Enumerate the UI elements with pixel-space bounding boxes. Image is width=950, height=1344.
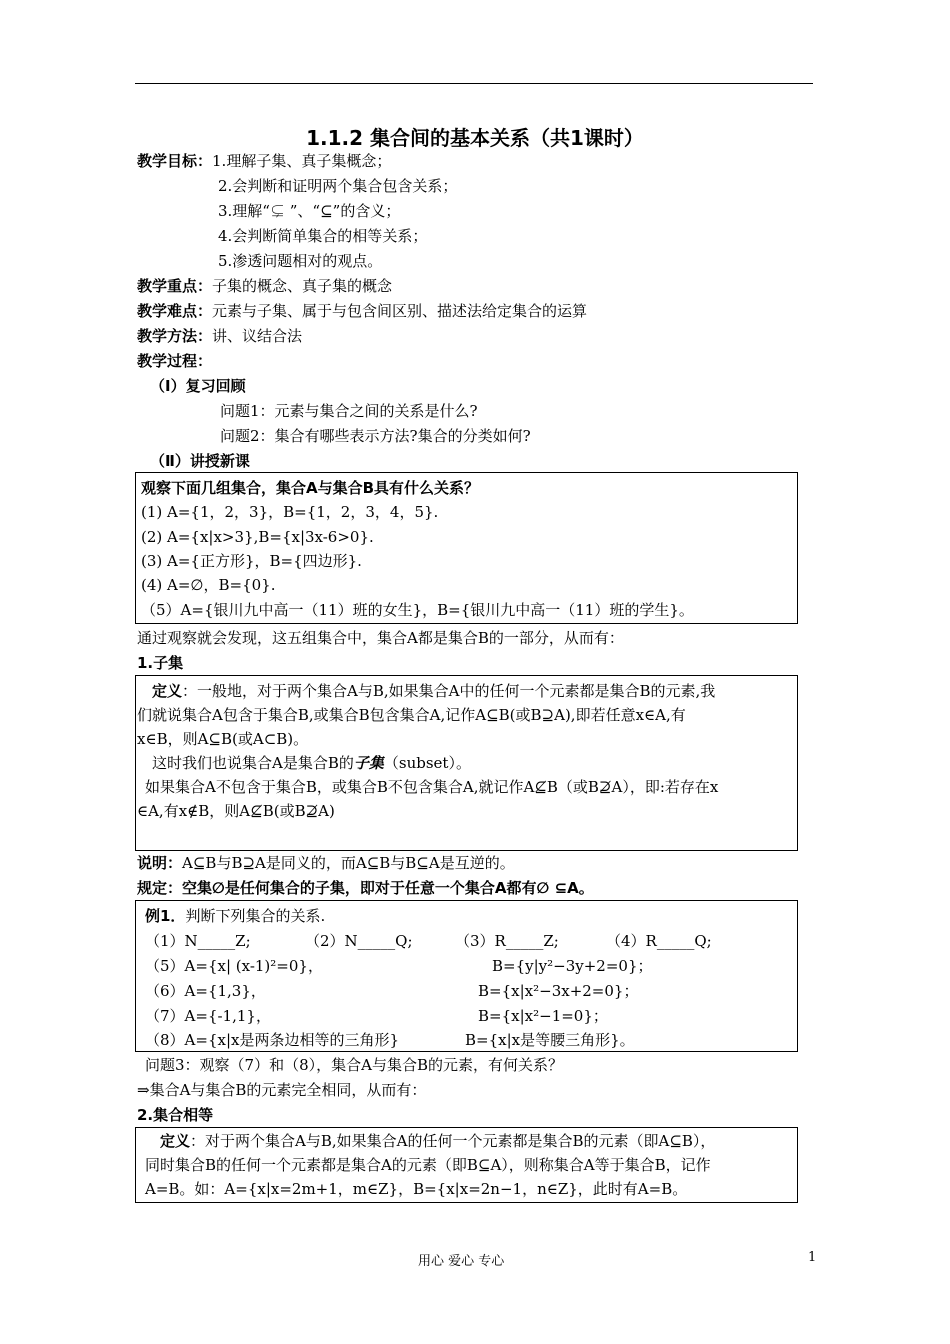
example-item-b: B={x|x是等腰三角形}。 bbox=[465, 1031, 635, 1049]
focus-text: 子集的概念、真子集的概念 bbox=[212, 277, 393, 295]
equal-def-label: 定义 bbox=[160, 1132, 191, 1150]
equal-def-line bbox=[160, 1131, 715, 1151]
equal-def-text: ：对于两个集合A与B,如果集合A的任何一个元素都是集合B的元素（即A⊆B）， bbox=[190, 1132, 716, 1150]
difficulty-row bbox=[137, 301, 587, 321]
example-item-a: （7）A={-1,1}， bbox=[145, 1007, 271, 1025]
review-question-1: 问题1：元素与集合之间的关系是什么? bbox=[220, 402, 478, 420]
goal-item: 2.会判断和证明两个集合包含关系； bbox=[218, 177, 458, 195]
top-rule bbox=[135, 83, 813, 84]
example-heading: 判断下列集合的关系. bbox=[185, 907, 326, 925]
goals-label: 教学目标： bbox=[137, 152, 213, 170]
observe-item: (2) A={x|x>3},B={x|3x-6>0}. bbox=[141, 528, 374, 546]
observe-item: (4) A=∅，B={0}. bbox=[141, 576, 276, 594]
example-item: （3）R_____Z; bbox=[455, 932, 559, 950]
goal-item: 3.理解“⊊ ”、“⊆”的含义； bbox=[218, 202, 401, 220]
review-question-2: 问题2：集合有哪些表示方法?集合的分类如何? bbox=[220, 427, 531, 445]
note-label: 说明： bbox=[137, 854, 183, 872]
difficulty-text: 元素与子集、属于与包含间区别、描述法给定集合的运算 bbox=[212, 302, 588, 320]
subset-def-line: x∈B，则A⊆B(或A⊂B)。 bbox=[137, 730, 309, 748]
goal-item: 4.会判断简单集合的相等关系； bbox=[218, 227, 428, 245]
goals-block bbox=[137, 151, 391, 171]
question-3: 问题3：观察（7）和（8），集合A与集合B的元素，有何关系？ bbox=[145, 1056, 563, 1074]
observe-heading: 观察下面几组集合，集合A与集合B具有什么关系？ bbox=[141, 479, 480, 497]
subset-def-line bbox=[152, 681, 715, 701]
equal-heading: 2.集合相等 bbox=[137, 1106, 214, 1124]
method-text: 讲、议结合法 bbox=[212, 327, 303, 345]
subset-term-line bbox=[152, 753, 471, 773]
method-row bbox=[137, 326, 302, 346]
example-item: （4）R_____Q; bbox=[606, 932, 712, 950]
subset-def-text: ：一般地，对于两个集合A与B,如果集合A中的任何一个元素都是集合B的元素,我 bbox=[182, 682, 716, 700]
process-label: 教学过程： bbox=[137, 352, 213, 370]
rule-row bbox=[137, 878, 594, 898]
subset-heading: 1.子集 bbox=[137, 654, 184, 672]
subset-term: 子集 bbox=[353, 754, 384, 772]
subset-def-line: 们就说集合A包含于集合B,或集合B包含集合A,记作A⊆B(或B⊇A),即若任意x∈A,有 bbox=[137, 706, 686, 724]
rule-label: 规定： bbox=[137, 879, 183, 897]
newlesson-heading: （Ⅱ）讲授新课 bbox=[150, 452, 250, 470]
observe-item: (1) A={1，2，3}，B={1，2，3，4，5}. bbox=[141, 503, 439, 521]
equal-def-line: 同时集合B的任何一个元素都是集合A的元素（即B⊆A），则称集合A等于集合B，记作 bbox=[145, 1156, 711, 1174]
example-item: （1）N_____Z; bbox=[145, 932, 251, 950]
example-item-a: （5）A={x| (x-1)²=0}， bbox=[145, 957, 323, 975]
focus-row bbox=[137, 276, 392, 296]
question-3-answer: ⇒集合A与集合B的元素完全相同，从而有： bbox=[137, 1081, 427, 1099]
footer-text: 用心 爱心 专心 bbox=[418, 1254, 505, 1269]
page-title: 1.1.2 集合间的基本关系（共1课时） bbox=[306, 126, 644, 150]
example-item-a: （6）A={1,3}， bbox=[145, 982, 266, 1000]
example-item-b: B={x|x²−1=0}； bbox=[478, 1007, 608, 1025]
focus-label: 教学重点： bbox=[137, 277, 213, 295]
equal-def-line: A=B。如：A={x|x=2m+1，m∈Z}，B={x|x=2n−1，n∈Z}，此时有A=B。 bbox=[145, 1180, 688, 1198]
observe-item: （5）A={银川九中高一（11）班的女生}，B={银川九中高一（11）班的学生}。 bbox=[141, 601, 694, 619]
example-item-b: B={y|y²−3y+2=0}； bbox=[492, 957, 653, 975]
goal-item: 1.理解子集、真子集概念； bbox=[212, 152, 392, 170]
subset-def-label: 定义 bbox=[152, 682, 183, 700]
review-heading: （I）复习回顾 bbox=[150, 377, 246, 395]
example-label: 例1． bbox=[145, 907, 186, 925]
example-item-b: B={x|x²−3x+2=0}； bbox=[478, 982, 639, 1000]
example-heading-row bbox=[145, 906, 325, 926]
note-row bbox=[137, 853, 515, 873]
rule-text: 空集∅是任何集合的子集，即对于任意一个集合A都有∅ ⊆A。 bbox=[182, 879, 594, 897]
example-item-a: （8）A={x|x是两条边相等的三角形} bbox=[145, 1031, 400, 1049]
method-label: 教学方法： bbox=[137, 327, 213, 345]
difficulty-label: 教学难点： bbox=[137, 302, 213, 320]
observe-note: 通过观察就会发现，这五组集合中，集合A都是集合B的一部分，从而有： bbox=[137, 629, 624, 647]
example-item: （2）N_____Q; bbox=[305, 932, 413, 950]
subset-def-line: 如果集合A不包含于集合B，或集合B不包含集合A,就记作A⊈B（或B⊉A），即:若存在x bbox=[145, 778, 719, 796]
observe-item: (3) A={正方形}，B={四边形}. bbox=[141, 552, 362, 570]
page-number: 1 bbox=[808, 1250, 817, 1265]
note-text: A⊆B与B⊇A是同义的，而A⊆B与B⊆A是互逆的。 bbox=[182, 854, 515, 872]
subset-term-suffix: （subset）。 bbox=[383, 754, 471, 772]
subset-term-prefix: 这时我们也说集合A是集合B的 bbox=[152, 754, 354, 772]
goal-item: 5.渗透问题相对的观点。 bbox=[218, 252, 383, 270]
subset-def-line: ∈A,有x∉B，则A⊈B(或B⊉A) bbox=[137, 802, 335, 820]
